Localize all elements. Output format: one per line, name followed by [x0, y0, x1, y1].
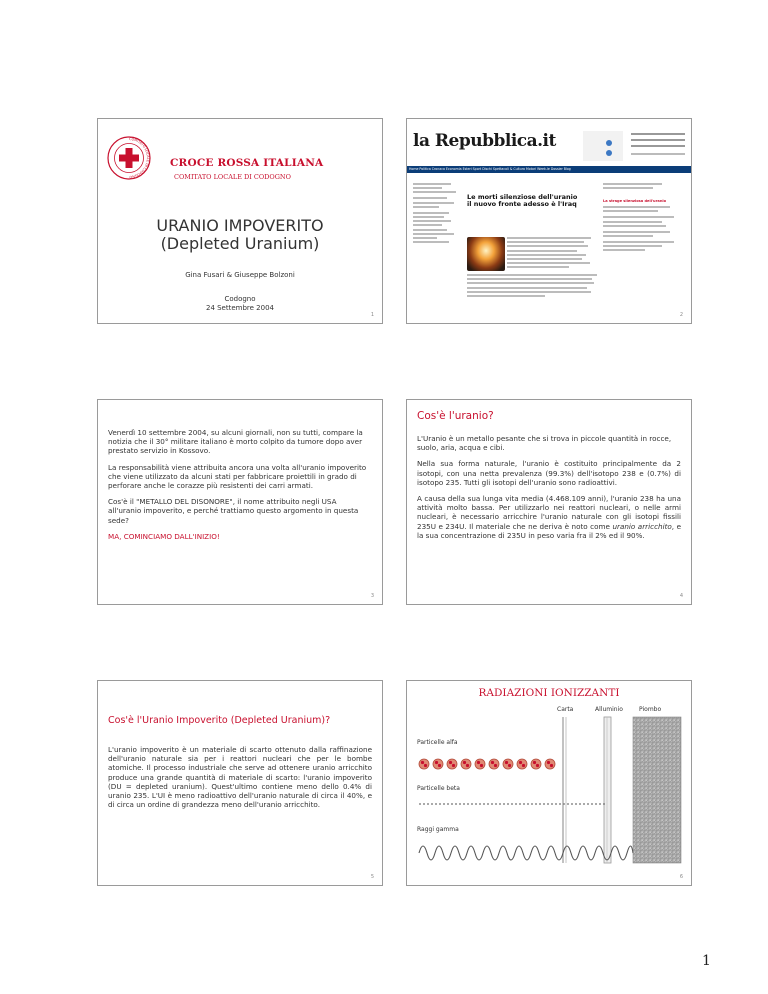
nav-text: Home Politica Cronaca Economia Esteri Sport Dischi Spettacoli & Cultura Motori Week-le Dossier Blog — [409, 167, 571, 171]
carta-sheet — [563, 717, 566, 863]
slide-title: RADIAZIONI IONIZZANTI — [478, 687, 620, 699]
slide-3-intro — [97, 399, 383, 605]
explosion-photo — [467, 237, 505, 271]
left-column — [413, 183, 461, 245]
radiation-diagram — [407, 681, 692, 886]
authors: Gina Fusari & Giuseppe Bolzoni — [185, 271, 295, 279]
enriched-uranium-term: uranio arricchito — [612, 521, 672, 531]
intro-closing: MA, COMINCIAMO DALL'INIZIO! — [108, 531, 220, 541]
slide-5-depleted-uranium — [97, 680, 383, 886]
right-column-link: La strage silenziosa dell'uranio — [603, 199, 667, 204]
right-column — [603, 183, 687, 254]
newspaper-logo: la Repubblica.it — [413, 131, 556, 151]
du-paragraph: L'uranio impoverito è un materiale di scarto ottenuto dalla raffinazione dell'uranio naturale sia per i reattori nucleari che per le bombe atomiche. Il processo industriale che serve ad ottenere uranio arricchito produce una grande quantità di materiale di scarto: l'uranio impoverito (DU = depleted uranium). Quest'ultimo contiene meno dello 0.4% di uranio 235. L'UI è meno radioattivo dell'uranio naturale di circa il 40%, e di circa un ordine di grandezza meno dell'uranio arricchito. — [108, 745, 372, 810]
paragraph-3-part-b: , e la sua concentrazione di 235U in peso varia fra il 2% ed il 90%. — [417, 521, 681, 540]
title-line-2: (Depleted Uranium) — [160, 234, 320, 253]
article-text-lower — [467, 274, 597, 299]
intro-paragraph-3: Cos'è il "METALLO DEL DISONORE", il nome attribuito negli USA all'uranio impoverito, e perché trattiamo questo argomento in questa sede? — [108, 497, 359, 525]
slide-2-newspaper — [406, 118, 692, 324]
uranium-paragraph-1: L'Uranio è un metallo pesante che si trova in piccole quantità in rocce, suolo, aria, acqua e cibi. — [417, 434, 672, 453]
slide-title: Cos'è l'uranio? — [417, 410, 494, 422]
slide-1-title — [97, 118, 383, 324]
du-text — [108, 745, 372, 816]
org-name: CROCE ROSSA ITALIANA — [170, 157, 324, 169]
gamma-ray-wave — [419, 846, 633, 860]
slide-number: 5 — [370, 874, 374, 880]
newspaper-screenshot — [407, 119, 691, 323]
label-alpha: Particelle alfa — [417, 739, 458, 746]
title-line-1: URANIO IMPOVERITO — [156, 216, 324, 235]
label-beta: Particelle beta — [417, 785, 460, 792]
label-gamma: Raggi gamma — [417, 826, 459, 833]
org-subtitle: COMITATO LOCALE DI CODOGNO — [174, 173, 291, 181]
alpha-particles — [419, 759, 555, 769]
slide-number: 2 — [679, 312, 683, 318]
city: Codogno — [224, 295, 256, 303]
page-number: 1 — [702, 953, 711, 969]
slide-number: 1 — [370, 312, 374, 318]
headline-line-2: il nuovo fronte adesso è l'Iraq — [467, 200, 577, 208]
slide-number: 3 — [370, 593, 374, 599]
intro-paragraph-1: Venerdì 10 settembre 2004, su alcuni giornali, non su tutti, compare la notizia che il 30° militare italiano è morto colpito da tumore dopo aver prestato servizio in Kossovo. — [108, 428, 363, 456]
article-text — [507, 237, 595, 271]
alluminio-sheet — [604, 717, 611, 863]
red-cross-logo — [106, 135, 152, 181]
uranium-paragraph-3 — [417, 494, 681, 540]
piombo-block — [633, 717, 681, 863]
column-alluminio: Alluminio — [595, 706, 623, 713]
presentation-title — [98, 217, 382, 253]
date: 24 Settembre 2004 — [205, 304, 274, 312]
column-piombo: Piombo — [639, 706, 662, 713]
slide-6-radiation — [406, 680, 692, 886]
headline-line-1: Le morti silenziose dell'uranio — [467, 193, 578, 201]
slide-number: 6 — [679, 874, 683, 880]
place-date — [98, 295, 382, 313]
logo-ring-text: COMITATO LOCALE DI CODOGNO — [128, 136, 150, 180]
intro-paragraph-2: La responsabilità viene attribuita ancora una volta all'uranio impoverito che viene utilizzato da alcuni stati per fabbricare proiettili in grado di perforare anche le corazze più resistenti dei carri armati. — [108, 462, 367, 491]
column-carta: Carta — [557, 706, 574, 713]
uranium-paragraph-2: Nella sua forma naturale, l'uranio è costituito principalmente da 2 isotopi, con una netta prevalenza (99.3%) dell'isotopo 238 e (0.7%) di isotopo 235. Tutti gli isotopi dell'uranio sono radioattivi. — [417, 459, 681, 487]
slide-4-uranium — [406, 399, 692, 605]
uranium-text — [417, 434, 681, 547]
newspaper-nav-bar — [407, 166, 691, 173]
header-widgets — [583, 131, 687, 161]
slide-number: 4 — [679, 593, 683, 599]
paragraph-3-part-a: A causa della sua lunga vita media (4.468.109 anni), l'uranio 238 ha una attività molto bassa. Per utilizzarlo nei reattori nucleari, o nelle armi nucleari, è necessario arricchire l'uranio naturale con gli isotopi fissili 235U e 234U. Il materiale che ne deriva è noto come — [417, 494, 681, 531]
slide-title: Cos'è l'Uranio Impoverito (Depleted Uranium)? — [108, 715, 331, 726]
intro-text — [108, 428, 372, 548]
news-headline — [467, 194, 597, 208]
